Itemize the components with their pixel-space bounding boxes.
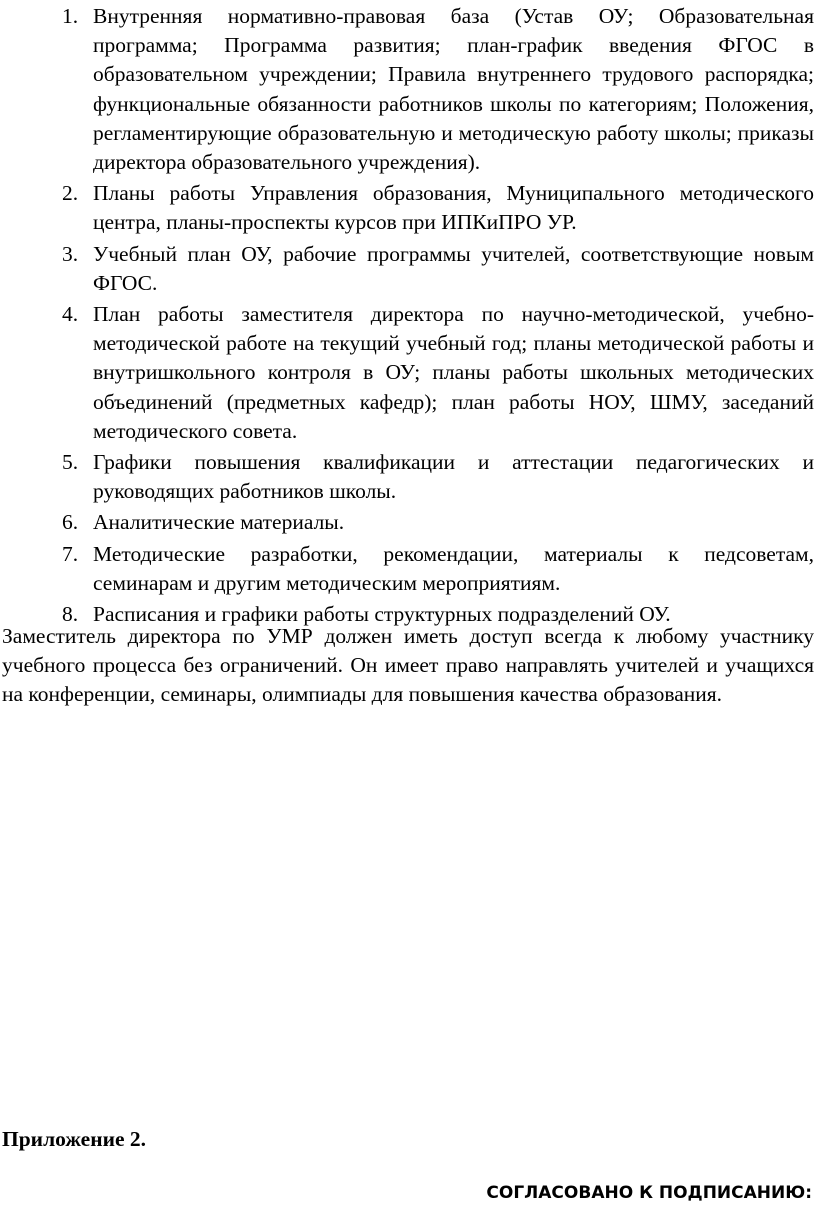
list-item-number: 1. bbox=[62, 4, 79, 28]
list-item bbox=[0, 540, 814, 598]
list-item-number: 7. bbox=[62, 541, 79, 566]
list-item-text: Методические разработки, рекомендации, материалы к педсоветам, семинарам и другим методическим мероприятиям. bbox=[93, 541, 814, 595]
list-item bbox=[0, 300, 814, 446]
list-item-text: Графики повышения квалификации и аттестации педагогических и руководящих работников школы. bbox=[93, 450, 814, 504]
list-item-text: Аналитические материалы. bbox=[93, 510, 345, 535]
body-paragraph: Заместитель директора по УМР должен иметь доступ всегда к любому участнику учебного процесса без ограничений. Он имеет право направлять учителей и учащихся на конференции, семинары, олимпиады для повышения качества образования. bbox=[2, 624, 814, 707]
list-item bbox=[0, 179, 814, 237]
list-item-number: 8. bbox=[62, 602, 79, 627]
list-item-text: План работы заместителя директора по научно-методической, учебно-методической работе на текущий учебный год; планы методической работы и внутришкольного контроля в ОУ; планы работы школьных методических объединений (предметных кафедр); план работы НОУ, ШМУ, заседаний методического совета. bbox=[93, 302, 814, 443]
list-item bbox=[0, 508, 814, 537]
list-item-number: 6. bbox=[62, 510, 79, 535]
list-item-number: 3. bbox=[62, 241, 79, 266]
list-item bbox=[0, 2, 814, 177]
approval-label: СОГЛАСОВАНО К ПОДПИСАНИЮ: bbox=[486, 1183, 812, 1203]
list-item-text: Внутренняя нормативно-правовая база (Устав ОУ; Образовательная программа; Программа развития; план-график введения ФГОС в образовательном учреждении; Правила внутреннего трудового распорядка; функциональные обязанности работников школы по категориям; Положения, регламентирующие образовательную и методическую работу школы; приказы директора образовательного учреждения). bbox=[93, 4, 814, 175]
numbered-list bbox=[0, 2, 814, 631]
list-item-text: Планы работы Управления образования, Муниципального методического центра, планы-проспекты курсов при ИПКиПРО УР. bbox=[93, 181, 814, 235]
appendix-title: Приложение 2. bbox=[2, 1127, 147, 1151]
list-item bbox=[0, 240, 814, 298]
list-item-number: 2. bbox=[62, 181, 79, 206]
list-item-text: Учебный план ОУ, рабочие программы учителей, соответствующие новым ФГОС. bbox=[93, 241, 814, 295]
list-item-text: Расписания и графики работы структурных подразделений ОУ. bbox=[93, 602, 671, 627]
list-item bbox=[0, 448, 814, 506]
list-item-number: 5. bbox=[62, 450, 79, 475]
list-item-number: 4. bbox=[62, 302, 79, 327]
